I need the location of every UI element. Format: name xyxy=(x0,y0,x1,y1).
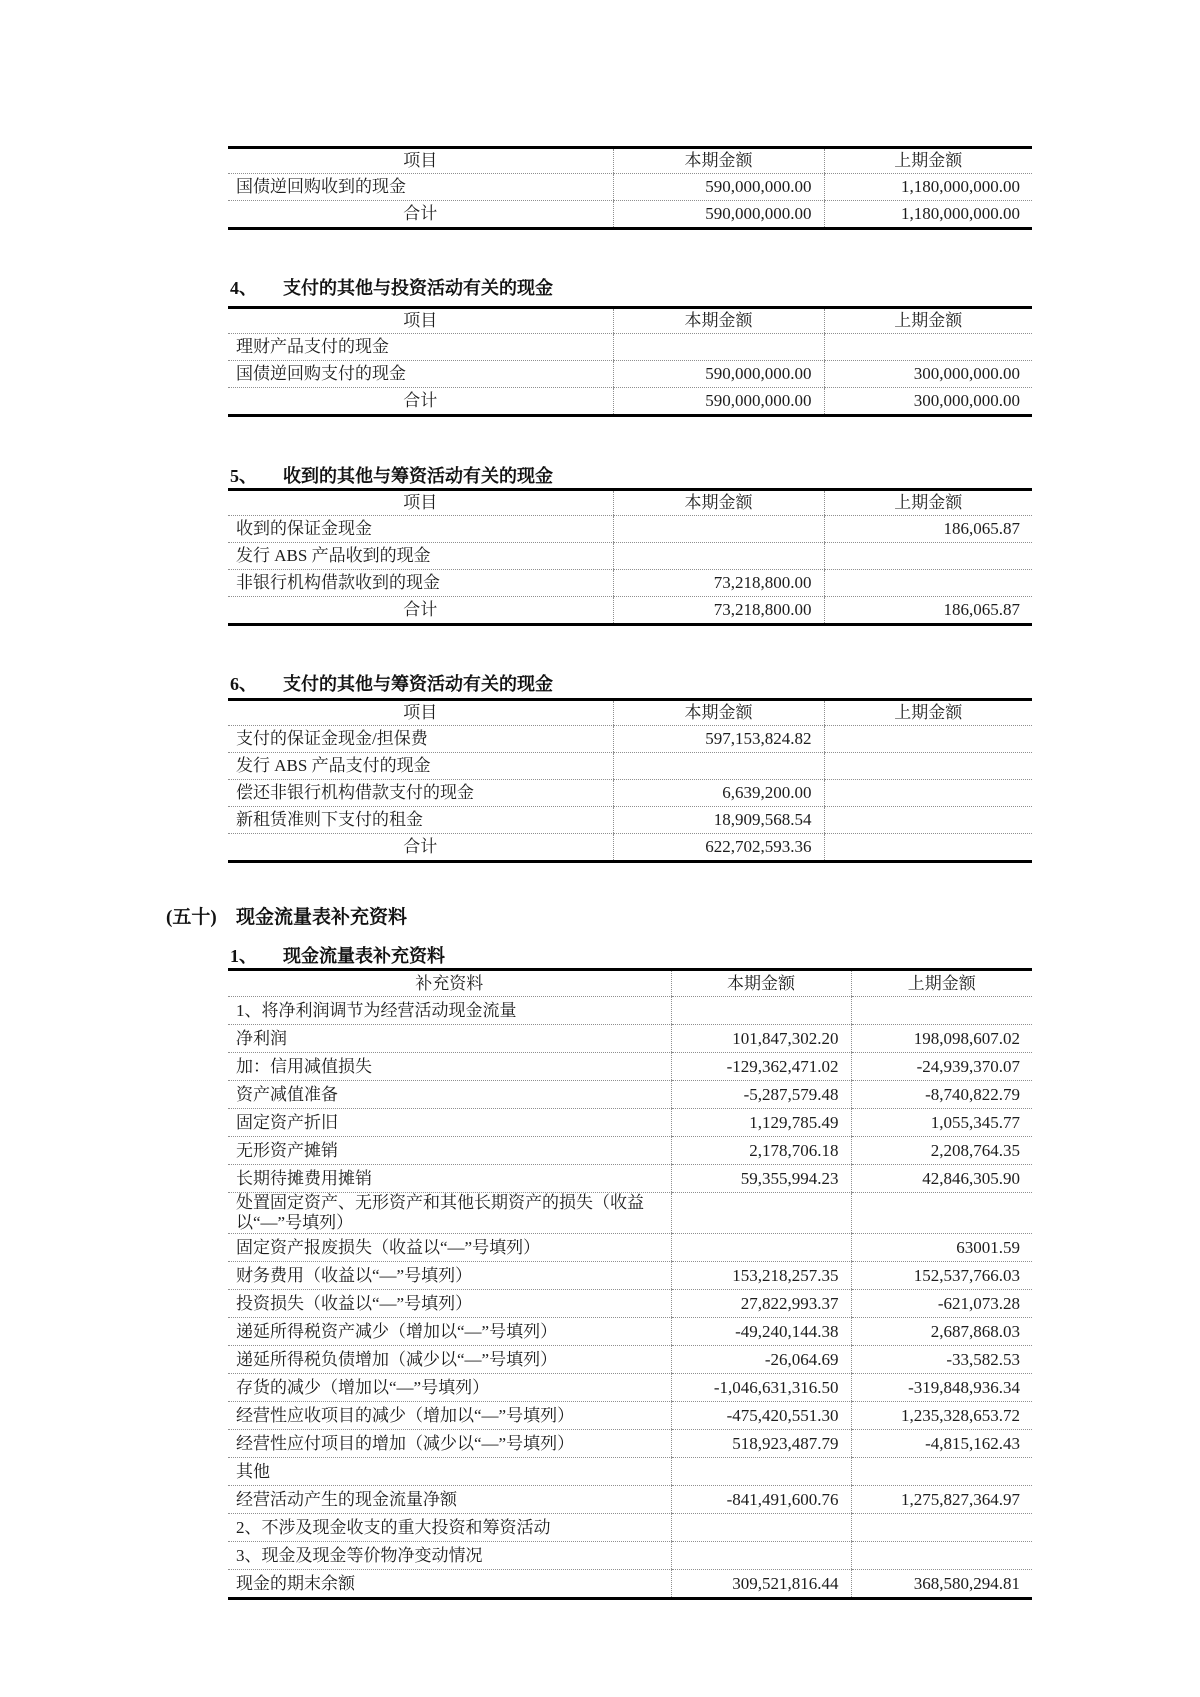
row-label: 固定资产报废损失（收益以“—”号填列） xyxy=(228,1234,671,1262)
current-amount: 518,923,487.79 xyxy=(671,1430,851,1458)
table-row xyxy=(228,543,1032,570)
table-row xyxy=(228,388,1032,416)
current-amount: 590,000,000.00 xyxy=(613,201,824,229)
column-header: 本期金额 xyxy=(613,490,824,516)
table-treasury-repo-received xyxy=(228,146,1032,230)
prior-amount xyxy=(824,334,1032,361)
prior-amount xyxy=(824,780,1032,807)
current-amount: 73,218,800.00 xyxy=(613,570,824,597)
table-row xyxy=(228,334,1032,361)
current-amount xyxy=(671,1458,851,1486)
column-header: 本期金额 xyxy=(613,700,824,726)
table-row xyxy=(228,1137,1032,1165)
prior-amount: 300,000,000.00 xyxy=(824,388,1032,416)
row-label: 现金的期末余额 xyxy=(228,1570,671,1599)
table-row xyxy=(228,1109,1032,1137)
current-amount: 59,355,994.23 xyxy=(671,1165,851,1193)
row-label: 合计 xyxy=(228,388,613,416)
current-amount: -475,420,551.30 xyxy=(671,1402,851,1430)
row-label: 合计 xyxy=(228,834,613,862)
column-header: 上期金额 xyxy=(851,970,1032,997)
prior-amount: 300,000,000.00 xyxy=(824,361,1032,388)
section-50-1-number: 1、 xyxy=(230,946,257,966)
current-amount: -49,240,144.38 xyxy=(671,1318,851,1346)
row-label: 偿还非银行机构借款支付的现金 xyxy=(228,780,613,807)
row-label: 固定资产折旧 xyxy=(228,1109,671,1137)
current-amount: -1,046,631,316.50 xyxy=(671,1374,851,1402)
section-5-heading xyxy=(230,462,553,488)
table-row xyxy=(228,361,1032,388)
row-label: 投资损失（收益以“—”号填列） xyxy=(228,1290,671,1318)
table-row xyxy=(228,834,1032,862)
row-label: 净利润 xyxy=(228,1025,671,1053)
row-label: 1、将净利润调节为经营活动现金流量 xyxy=(228,997,671,1025)
current-amount: -129,362,471.02 xyxy=(671,1053,851,1081)
current-amount: -841,491,600.76 xyxy=(671,1486,851,1514)
section-6-title: 支付的其他与筹资活动有关的现金 xyxy=(283,674,553,694)
column-header: 补充资料 xyxy=(228,970,671,997)
row-label: 处置固定资产、无形资产和其他长期资产的损失（收益以“—”号填列） xyxy=(228,1193,671,1234)
row-label: 递延所得税负债增加（减少以“—”号填列） xyxy=(228,1346,671,1374)
section-5-number: 5、 xyxy=(230,466,257,486)
current-amount xyxy=(613,516,824,543)
table-row xyxy=(228,1053,1032,1081)
prior-amount: 198,098,607.02 xyxy=(851,1025,1032,1053)
row-label: 理财产品支付的现金 xyxy=(228,334,613,361)
row-label: 收到的保证金现金 xyxy=(228,516,613,543)
column-header: 上期金额 xyxy=(824,490,1032,516)
row-label: 无形资产摊销 xyxy=(228,1137,671,1165)
table-row xyxy=(228,1262,1032,1290)
section-50-number: (五十) xyxy=(166,907,217,928)
row-label: 国债逆回购支付的现金 xyxy=(228,361,613,388)
table-row xyxy=(228,1514,1032,1542)
column-header: 项目 xyxy=(228,700,613,726)
prior-amount: -319,848,936.34 xyxy=(851,1374,1032,1402)
row-label: 3、现金及现金等价物净变动情况 xyxy=(228,1542,671,1570)
table-row xyxy=(228,1374,1032,1402)
table-row xyxy=(228,1346,1032,1374)
current-amount: 309,521,816.44 xyxy=(671,1570,851,1599)
table-row xyxy=(228,1290,1032,1318)
column-header: 本期金额 xyxy=(613,148,824,174)
current-amount: 73,218,800.00 xyxy=(613,597,824,625)
table-row xyxy=(228,1025,1032,1053)
prior-amount xyxy=(851,1458,1032,1486)
header-row xyxy=(228,490,1032,516)
row-label: 发行 ABS 产品收到的现金 xyxy=(228,543,613,570)
current-amount: 1,129,785.49 xyxy=(671,1109,851,1137)
section-5-title: 收到的其他与筹资活动有关的现金 xyxy=(283,466,553,486)
table-other-financing-received xyxy=(228,488,1032,626)
current-amount xyxy=(671,1542,851,1570)
table-row xyxy=(228,570,1032,597)
current-amount xyxy=(613,334,824,361)
header-row xyxy=(228,970,1032,997)
prior-amount xyxy=(824,570,1032,597)
table-row xyxy=(228,597,1032,625)
prior-amount: 1,235,328,653.72 xyxy=(851,1402,1032,1430)
table-other-investing-paid xyxy=(228,306,1032,417)
prior-amount xyxy=(824,753,1032,780)
table-row xyxy=(228,1458,1032,1486)
prior-amount: 368,580,294.81 xyxy=(851,1570,1032,1599)
row-label: 经营性应收项目的减少（增加以“—”号填列） xyxy=(228,1402,671,1430)
current-amount xyxy=(671,1234,851,1262)
table-other-financing-paid xyxy=(228,698,1032,863)
column-header: 项目 xyxy=(228,308,613,334)
current-amount xyxy=(671,1193,851,1234)
current-amount: 6,639,200.00 xyxy=(613,780,824,807)
column-header: 项目 xyxy=(228,148,613,174)
section-4-heading xyxy=(230,274,553,300)
prior-amount: 152,537,766.03 xyxy=(851,1262,1032,1290)
prior-amount: -33,582.53 xyxy=(851,1346,1032,1374)
current-amount xyxy=(613,543,824,570)
section-6-heading xyxy=(230,670,553,696)
section-50-1-heading xyxy=(230,942,445,968)
row-label: 经营性应付项目的增加（减少以“—”号填列） xyxy=(228,1430,671,1458)
row-label: 国债逆回购收到的现金 xyxy=(228,174,613,201)
table-row xyxy=(228,1402,1032,1430)
table-row xyxy=(228,1542,1032,1570)
prior-amount xyxy=(824,543,1032,570)
table-row xyxy=(228,1234,1032,1262)
table-row xyxy=(228,516,1032,543)
section-6-number: 6、 xyxy=(230,674,257,694)
section-4-number: 4、 xyxy=(230,278,257,298)
row-label: 资产减值准备 xyxy=(228,1081,671,1109)
current-amount: 18,909,568.54 xyxy=(613,807,824,834)
table-row xyxy=(228,1486,1032,1514)
current-amount: 153,218,257.35 xyxy=(671,1262,851,1290)
table-row xyxy=(228,1318,1032,1346)
row-label: 非银行机构借款收到的现金 xyxy=(228,570,613,597)
current-amount: 590,000,000.00 xyxy=(613,174,824,201)
prior-amount: 186,065.87 xyxy=(824,597,1032,625)
column-header: 上期金额 xyxy=(824,148,1032,174)
table-row xyxy=(228,1193,1032,1234)
prior-amount: -24,939,370.07 xyxy=(851,1053,1032,1081)
row-label: 长期待摊费用摊销 xyxy=(228,1165,671,1193)
prior-amount: -4,815,162.43 xyxy=(851,1430,1032,1458)
prior-amount: -621,073.28 xyxy=(851,1290,1032,1318)
table-row xyxy=(228,997,1032,1025)
row-label: 新租赁准则下支付的租金 xyxy=(228,807,613,834)
row-label: 存货的减少（增加以“—”号填列） xyxy=(228,1374,671,1402)
current-amount: 622,702,593.36 xyxy=(613,834,824,862)
prior-amount xyxy=(851,1514,1032,1542)
current-amount xyxy=(671,997,851,1025)
current-amount xyxy=(613,753,824,780)
row-label: 支付的保证金现金/担保费 xyxy=(228,726,613,753)
current-amount: 2,178,706.18 xyxy=(671,1137,851,1165)
current-amount: 101,847,302.20 xyxy=(671,1025,851,1053)
prior-amount: 1,275,827,364.97 xyxy=(851,1486,1032,1514)
prior-amount xyxy=(851,997,1032,1025)
row-label: 经营活动产生的现金流量净额 xyxy=(228,1486,671,1514)
column-header: 项目 xyxy=(228,490,613,516)
prior-amount xyxy=(824,834,1032,862)
table-row xyxy=(228,807,1032,834)
row-label: 合计 xyxy=(228,597,613,625)
table-row xyxy=(228,780,1032,807)
current-amount xyxy=(671,1514,851,1542)
prior-amount: 1,055,345.77 xyxy=(851,1109,1032,1137)
current-amount: -26,064.69 xyxy=(671,1346,851,1374)
column-header: 上期金额 xyxy=(824,308,1032,334)
section-50-1-title: 现金流量表补充资料 xyxy=(283,946,445,966)
row-label: 合计 xyxy=(228,201,613,229)
table-row xyxy=(228,1081,1032,1109)
section-50-heading xyxy=(166,902,407,929)
table-row xyxy=(228,201,1032,229)
table-row xyxy=(228,1165,1032,1193)
current-amount: -5,287,579.48 xyxy=(671,1081,851,1109)
prior-amount xyxy=(824,807,1032,834)
prior-amount: 63001.59 xyxy=(851,1234,1032,1262)
prior-amount xyxy=(851,1542,1032,1570)
header-row xyxy=(228,148,1032,174)
row-label: 递延所得税资产减少（增加以“—”号填列） xyxy=(228,1318,671,1346)
column-header: 上期金额 xyxy=(824,700,1032,726)
prior-amount: 1,180,000,000.00 xyxy=(824,174,1032,201)
row-label: 加：信用减值损失 xyxy=(228,1053,671,1081)
table-row xyxy=(228,753,1032,780)
table-row xyxy=(228,726,1032,753)
row-label: 财务费用（收益以“—”号填列） xyxy=(228,1262,671,1290)
header-row xyxy=(228,308,1032,334)
current-amount: 27,822,993.37 xyxy=(671,1290,851,1318)
current-amount: 590,000,000.00 xyxy=(613,361,824,388)
prior-amount: -8,740,822.79 xyxy=(851,1081,1032,1109)
prior-amount xyxy=(824,726,1032,753)
column-header: 本期金额 xyxy=(671,970,851,997)
prior-amount: 1,180,000,000.00 xyxy=(824,201,1032,229)
header-row xyxy=(228,700,1032,726)
section-50-title: 现金流量表补充资料 xyxy=(236,907,408,928)
current-amount: 590,000,000.00 xyxy=(613,388,824,416)
table-row xyxy=(228,1570,1032,1599)
prior-amount: 2,208,764.35 xyxy=(851,1137,1032,1165)
prior-amount: 186,065.87 xyxy=(824,516,1032,543)
prior-amount: 42,846,305.90 xyxy=(851,1165,1032,1193)
table-row xyxy=(228,1430,1032,1458)
section-4-title: 支付的其他与投资活动有关的现金 xyxy=(283,278,553,298)
row-label: 发行 ABS 产品支付的现金 xyxy=(228,753,613,780)
table-row xyxy=(228,174,1032,201)
table-cashflow-supplement xyxy=(228,968,1032,1600)
column-header: 本期金额 xyxy=(613,308,824,334)
row-label: 其他 xyxy=(228,1458,671,1486)
prior-amount: 2,687,868.03 xyxy=(851,1318,1032,1346)
prior-amount xyxy=(851,1193,1032,1234)
row-label: 2、不涉及现金收支的重大投资和筹资活动 xyxy=(228,1514,671,1542)
current-amount: 597,153,824.82 xyxy=(613,726,824,753)
